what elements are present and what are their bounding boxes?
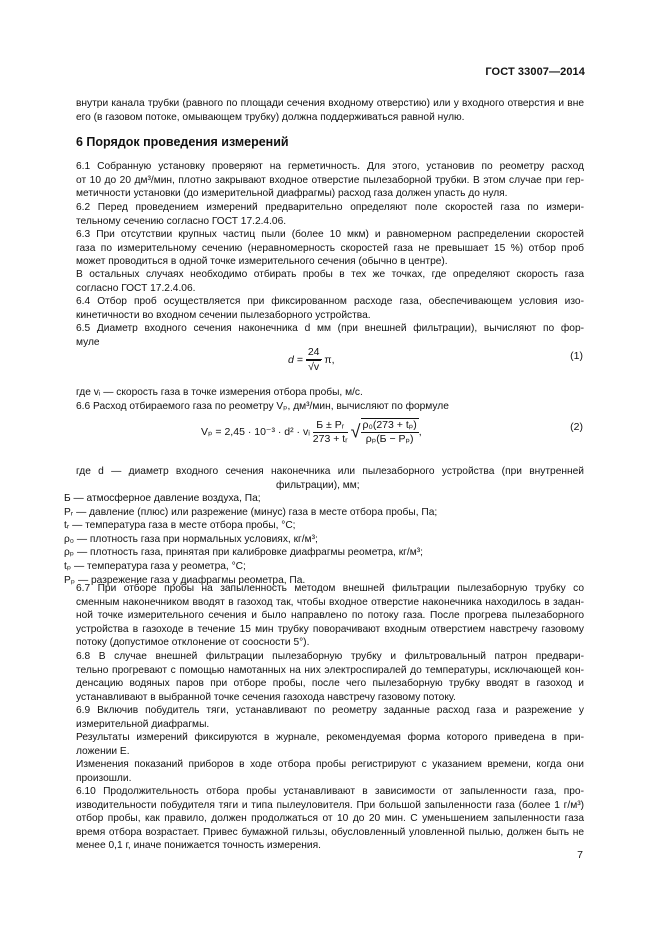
paragraph-6-6: 6.6 Расход отбираемого газа по реометру Vₚ, дм³/мин, вычисляют по формуле [76,401,449,412]
legend-item: ρₚ — плотность газа, принятая при калибровке диафрагмы реометра, кг/м³; [64,547,423,559]
equation-number-1: (1) [570,350,583,362]
legend-item: Pᵣ — давление (плюс) или разрежение (минус) газа в месте отбора пробы, Па; [64,506,438,518]
paragraph-6-9c: Изменения показаний приборов в ходе отбора пробы регистрируют с указанием времени, когда они произошли. [76,759,584,784]
variable-legend [64,492,437,587]
paragraph-6-4: 6.4 Отбор проб осуществляется при фиксированном расходе газа, обеспечивающем условия изо- кинетичности во входном сечении пылезаборного устройства. [76,296,584,321]
paragraph-6-3: 6.3 При отсутствии крупных частиц пыли (более 10 мкм) и равномерном распределении скоростей газа по измерительному сечению (неравномерность скоростей газа не превышает 15 %) отбор проб может проводиться в одной точке измерительного сечения (обычно в центре). [76,229,584,268]
paragraph-6-9b: Результаты измерений фиксируются в журнале, рекомендуемая форма которого приведена в при- ложении Е. [76,732,584,757]
paragraph-6-1: 6.1 Собранную установку проверяют на герметичность. Для этого, установив по реометру расход от 10 до 20 дм³/мин, плотно закрывают входное отверстие пылезаборной трубки. В этом случае при гер- метичности установки (до измерительной диафрагмы) расход газа должен упасть до нуля. [76,161,584,200]
where-vi: где vᵢ — скорость газа в точке измерения отбора пробы, м/с. [76,387,363,398]
formula-1-fraction: $\frac{24}{√v}$ [307,346,320,373]
formula-1: d = $\frac{24}{√v}$ π, [288,346,335,373]
equation-number-2: (2) [570,421,583,433]
legend-item: ρ₀ — плотность газа при нормальных условиях, кг/м³; [64,533,318,545]
paragraph-6-7: 6.7 При отборе пробы на запыленность методом внешней фильтрации пылезаборную трубку со сменным наконечником вводят в газоход так, чтобы входное отверстие наконечника находилось в задан- ной точке измерительного сечения и было направлено по потоку газа. После прогрева пылезаборного устройства в газоходе в течение 15 мин трубку поворачивают входным отверстием навстречу газовому потоку (допустимое отклонение от соосности 5°). [76,583,584,649]
paragraph-6-10: 6.10 Продолжительность отбора пробы устанавливают в зависимости от запыленности газа, про- изводительности побудителя тяги и типа пылеуловителя. При большой запыленности газа (более 1 г/м³) отбор пробы, как правило, должен продолжаться от 10 до 20 мин. С уменьшением запыленности газа время отбора возрастает. Привес бумажной гильзы, обусловленный уловленной пылью, должен быть не менее 0,1 г, иначе понижается точность измерения. [76,786,584,852]
document-header: ГОСТ 33007—2014 [485,66,585,78]
legend-item: Pₚ — разрежение газа у диафрагмы реометра, Па. [64,574,306,586]
section-title: 6 Порядок проведения измерений [76,135,289,149]
paragraph-6-2: 6.2 Перед проведением измерений предварительно определяют поле скоростей газа по измери- тельному сечению согласно ГОСТ 17.2.4.06. [76,202,584,227]
paragraph-6-5: 6.5 Диаметр входного сечения наконечника d мм (при внешней фильтрации), вычисляют по фор- муле [76,323,584,348]
paragraph-6-3b: В остальных случаях необходимо отбирать пробы в тех же точках, где определяют скорость газа согласно ГОСТ 17.2.4.06. [76,269,584,294]
formula-2: Vₚ = 2,45 · 10⁻³ · d² · vᵢ $\frac{\text{Б ± Pᵣ}}{\text{273 + tᵣ}}$ √ $\frac{\text{ρ₀(273 + tₚ)}}{\text{ρₚ(Б − Pₚ)}}$ , [201,418,422,445]
legend-item: tₚ — температура газа у реометра, °С; [64,560,246,572]
intro-paragraph: внутри канала трубки (равного по площади сечения входному отверстию) или у входного отверстия и вне его (в газовом потоке, омывающем трубку) должна поддерживаться равной нулю. [76,98,584,123]
legend-item: tᵣ — температура газа в месте отбора пробы, °С; [64,520,296,532]
paragraph-6-9: 6.9 Включив побудитель тяги, устанавливают по реометру заданные расход газа и разрежение у измерительной диафрагмы. [76,705,584,730]
legend-item: Б — атмосферное давление воздуха, Па; [64,493,261,504]
paragraph-6-8: 6.8 В случае внешней фильтрации пылезаборную трубку и фильтровальный патрон предвари- тельно прогревают с помощью намотанных на них электроспиралей до температуры, исключающей кон- денсацию водяных паров при отборе пробы, после чего пылезаборную трубку вводят в газоход и устанавливают в выбранной точке сечения газохода навстречу газовому потоку. [76,651,584,703]
where-d: где d — диаметр входного сечения наконечника или пылезаборного устройства (при внутренней фильтрации), мм; [76,466,584,491]
page-number: 7 [577,849,583,861]
